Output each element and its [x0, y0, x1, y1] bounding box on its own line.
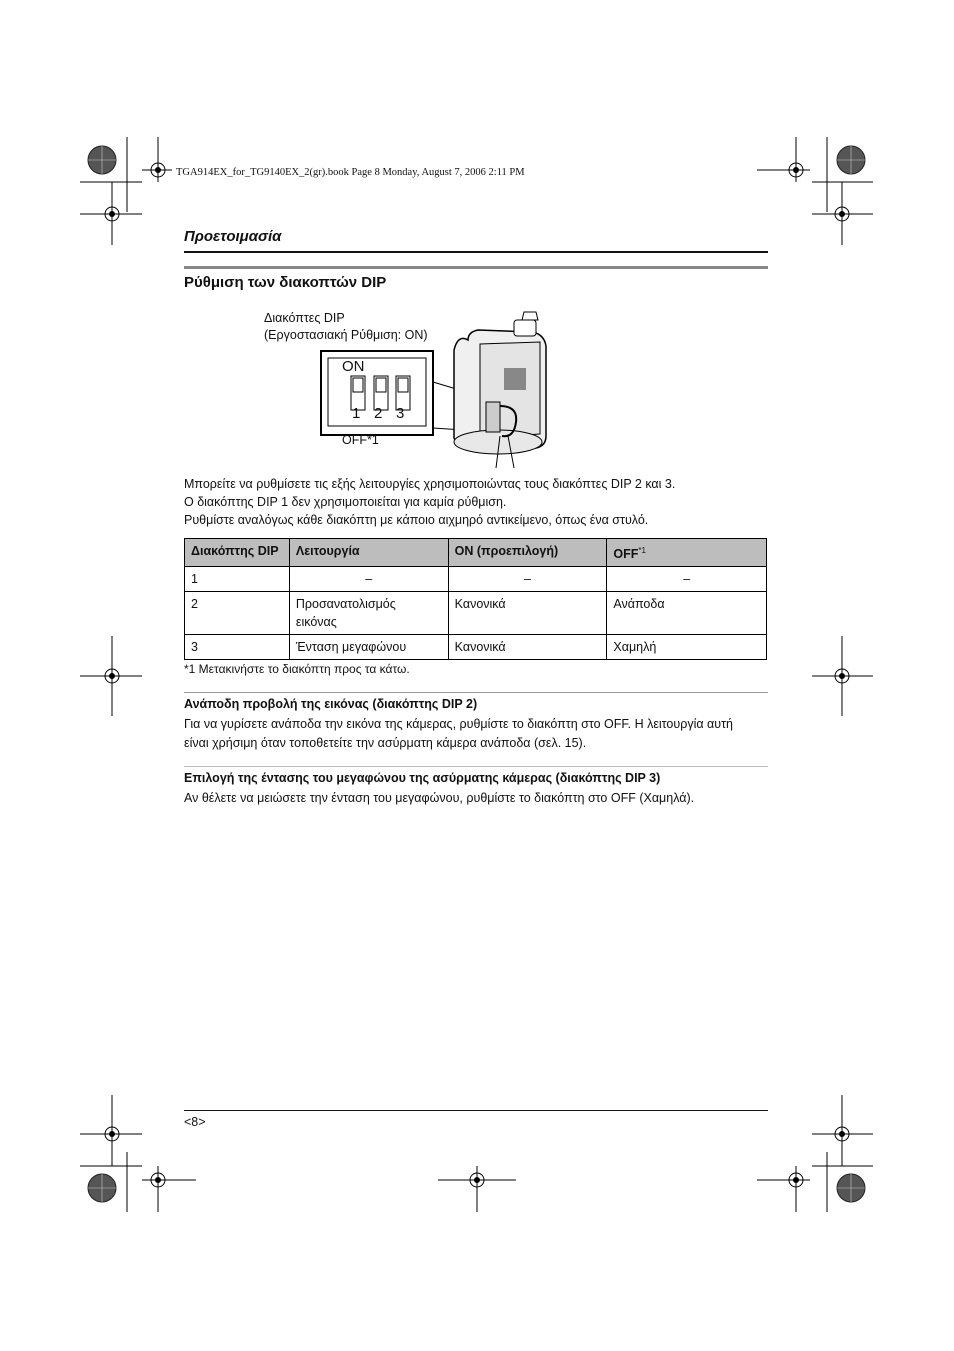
off-header-text: OFF: [613, 547, 639, 562]
table-row: [185, 567, 767, 592]
table-cell: Κανονικά: [448, 635, 607, 660]
figure-label-1: Διακόπτες DIP: [264, 311, 345, 325]
section-title: Προετοιμασία: [184, 228, 282, 245]
table-cell: –: [607, 567, 767, 592]
table-cell: Ένταση μεγαφώνου: [289, 635, 448, 660]
print-header: TGA914EX_for_TG9140EX_2(gr).book Page 8 Monday, August 7, 2006 2:11 PM: [176, 167, 525, 178]
table-cell: –: [289, 567, 448, 592]
table-cell: [289, 592, 448, 635]
section-rule: [184, 251, 768, 253]
table-header-cell: ON (προεπιλογή): [448, 539, 607, 567]
subsection-2-text-1: Αν θέλετε να μειώσετε την ένταση του μεγαφώνου, ρυθμίστε το διακόπτη στο OFF (Χαμηλά).: [184, 791, 695, 805]
figure-label-2: (Εργοστασιακή Ρύθμιση: ON): [264, 328, 428, 342]
subsection-1-text-2: είναι χρήσιμη όταν τοποθετείτε την ασύρματη κάμερα ανάποδα (σελ. 15).: [184, 736, 587, 750]
footer-rule: [184, 1110, 768, 1111]
intro-paragraph-2: Ο διακόπτης DIP 1 δεν χρησιμοποιείται για καμία ρύθμιση.: [184, 495, 507, 509]
on-label: ON: [342, 358, 365, 375]
table-header-cell: Λειτουργία: [289, 539, 448, 567]
page-heading: Ρύθμιση των διακοπτών DIP: [184, 274, 387, 291]
heading-rule: [184, 266, 768, 269]
switch-number-2: 2: [374, 405, 383, 422]
table-cell: 1: [185, 567, 290, 592]
subsection-1-text-1: Για να γυρίσετε ανάποδα την εικόνα της κάμερας, ρυθμίστε το διακόπτη στο OFF. Η λειτουργία αυτή: [184, 717, 734, 731]
table-cell-line: Προσανατολισμός: [295, 597, 396, 612]
table-row: [185, 592, 767, 635]
subsection-2-rule: [184, 766, 768, 767]
table-cell: 2: [185, 592, 290, 635]
table-cell: –: [448, 567, 607, 592]
table-cell: 3: [185, 635, 290, 660]
table-cell: Ανάποδα: [607, 592, 767, 635]
intro-paragraph-3: Ρυθμίστε αναλόγως κάθε διακόπτη με κάποιο αιχμηρό αντικείμενο, όπως ένα στυλό.: [184, 513, 649, 527]
table-cell-line: εικόνας: [295, 615, 337, 630]
table-header-row: [185, 539, 767, 567]
table-header-cell: [607, 539, 767, 567]
table-cell: Κανονικά: [448, 592, 607, 635]
dip-settings-table: [184, 538, 767, 660]
off-header-footnote-mark: *1: [638, 546, 646, 555]
table-cell: Χαμηλή: [607, 635, 767, 660]
table-row: [185, 635, 767, 660]
table-header-cell: Διακόπτης DIP: [185, 539, 290, 567]
subsection-1-rule: [184, 692, 768, 693]
intro-paragraph-1: Μπορείτε να ρυθμίσετε τις εξής λειτουργίες χρησιμοποιώντας τους διακόπτες DIP 2 και 3.: [184, 477, 676, 491]
table-footnote: *1 Μετακινήστε το διακόπτη προς τα κάτω.: [184, 662, 410, 676]
page-number: <8>: [184, 1115, 206, 1129]
switch-number-1: 1: [352, 405, 361, 422]
subsection-1-title: Ανάποδη προβολή της εικόνας (διακόπτης DIP 2): [184, 697, 478, 711]
off-label: OFF*1: [342, 433, 379, 447]
subsection-2-title: Επιλογή της έντασης του μεγαφώνου της ασύρματης κάμερας (διακόπτης DIP 3): [184, 771, 661, 785]
switch-number-3: 3: [396, 405, 405, 422]
